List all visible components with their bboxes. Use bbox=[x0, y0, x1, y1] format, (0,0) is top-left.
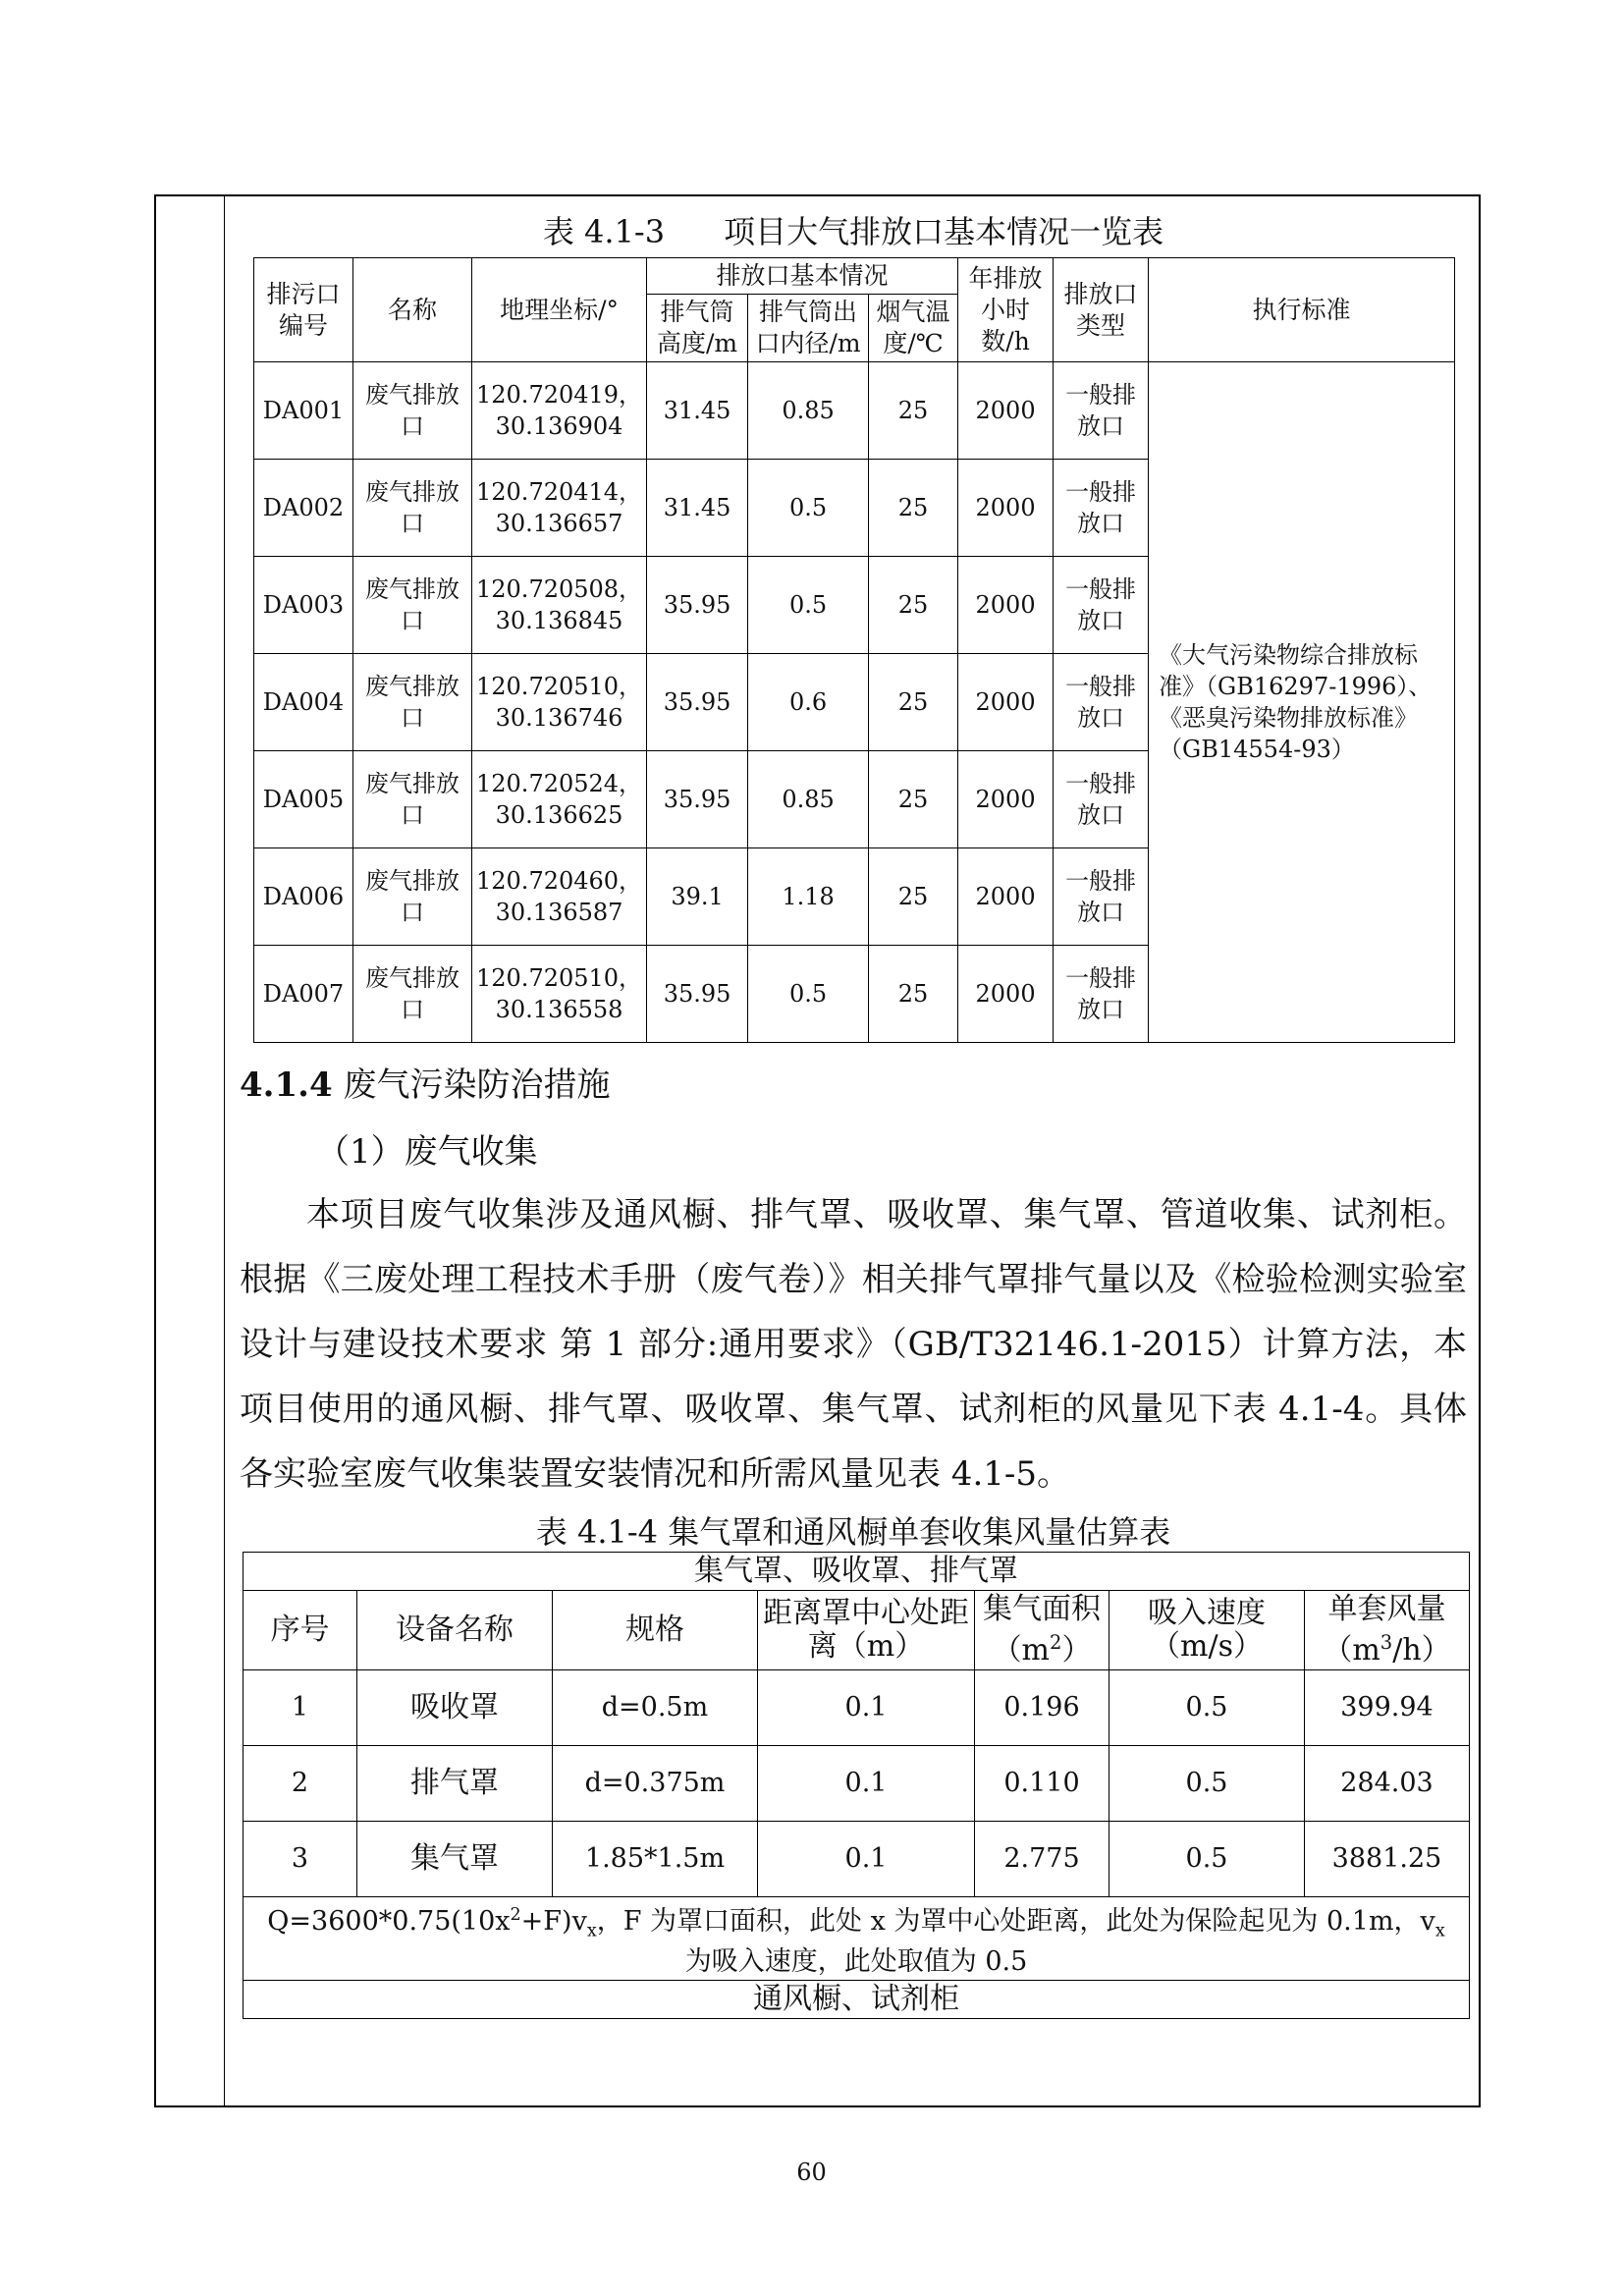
cell-coords: 120.720510，30.136746 bbox=[472, 654, 647, 751]
table-row bbox=[243, 1822, 1470, 1897]
cell-type: 一般排放口 bbox=[1054, 460, 1149, 557]
cell-speed: 0.5 bbox=[1109, 1670, 1305, 1746]
cell-hours: 2000 bbox=[958, 460, 1054, 557]
cell-name: 废气排放口 bbox=[353, 751, 472, 848]
cell-coords: 120.720460，30.136587 bbox=[472, 848, 647, 946]
cell-seq: 2 bbox=[243, 1746, 357, 1822]
cell-distance: 0.1 bbox=[758, 1746, 975, 1822]
cell-area: 0.110 bbox=[975, 1746, 1109, 1822]
cell-area: 2.775 bbox=[975, 1822, 1109, 1897]
group-hoods: 集气罩、吸收罩、排气罩 bbox=[243, 1553, 1470, 1591]
cell-temp: 25 bbox=[869, 751, 958, 848]
header-seq: 序号 bbox=[243, 1591, 357, 1670]
header-hours: 年排放小时数/h bbox=[958, 258, 1054, 362]
cell-flow: 3881.25 bbox=[1305, 1822, 1470, 1897]
table-row bbox=[254, 362, 1455, 460]
cell-temp: 25 bbox=[869, 848, 958, 946]
cell-coords: 120.720508，30.136845 bbox=[472, 557, 647, 654]
cell-hours: 2000 bbox=[958, 654, 1054, 751]
section-heading bbox=[240, 1063, 1467, 1108]
header-name: 名称 bbox=[353, 258, 472, 362]
cell-name: 废气排放口 bbox=[353, 362, 472, 460]
cell-name: 废气排放口 bbox=[353, 946, 472, 1043]
table1-label: 表 4.1-3 bbox=[542, 213, 666, 250]
frame-margin-line bbox=[224, 194, 225, 2107]
cell-diameter: 0.5 bbox=[748, 557, 869, 654]
cell-diameter: 0.85 bbox=[748, 362, 869, 460]
cell-coords: 120.720510，30.136558 bbox=[472, 946, 647, 1043]
page-number: 60 bbox=[796, 2159, 827, 2186]
header-flow: 单套风量$(m^3/h)$ bbox=[1305, 1591, 1470, 1670]
cell-area: 0.196 bbox=[975, 1670, 1109, 1746]
header-type: 排放口类型 bbox=[1054, 258, 1149, 362]
cell-seq: 3 bbox=[243, 1822, 357, 1897]
table-row bbox=[243, 1746, 1470, 1822]
emission-outlet-table bbox=[253, 257, 1455, 1043]
cell-name: 废气排放口 bbox=[353, 557, 472, 654]
header-id: 排污口编号 bbox=[254, 258, 353, 362]
cell-type: 一般排放口 bbox=[1054, 848, 1149, 946]
cell-distance: 0.1 bbox=[758, 1822, 975, 1897]
cell-temp: 25 bbox=[869, 654, 958, 751]
cell-flow: 284.03 bbox=[1305, 1746, 1470, 1822]
cell-seq: 1 bbox=[243, 1670, 357, 1746]
table1-caption: 项目大气排放口基本情况一览表 bbox=[724, 213, 1164, 250]
cell-hours: 2000 bbox=[958, 362, 1054, 460]
cell-device: 吸收罩 bbox=[357, 1670, 553, 1746]
body-paragraph: 本项目废气收集涉及通风橱、排气罩、吸收罩、集气罩、管道收集、试剂柜。根据《三废处理工程技术手册（废气卷）》相关排气罩排气量以及《检验检测实验室设计与建设技术要求 第 1 部分:通用要求》（GB/T32146.1-2015）计算方法，本项目使用的通风橱、排气罩、吸收罩、集气罩、试剂柜的风量见下表 4.1-4。具体各实验室废气收集装置安装情况和所需风量见表 4.1-5。 bbox=[240, 1195, 1467, 1494]
cell-diameter: 0.5 bbox=[748, 460, 869, 557]
airflow-estimate-table bbox=[243, 1552, 1470, 2019]
cell-id: DA005 bbox=[254, 751, 353, 848]
cell-height: 35.95 bbox=[647, 751, 748, 848]
header-spec: 规格 bbox=[553, 1591, 758, 1670]
table2-title: 表 4.1-4 集气罩和通风橱单套收集风量估算表 bbox=[535, 1513, 1171, 1551]
cell-type: 一般排放口 bbox=[1054, 362, 1149, 460]
section-title: 废气污染防治措施 bbox=[343, 1066, 611, 1105]
cell-coords: 120.720524，30.136625 bbox=[472, 751, 647, 848]
cell-temp: 25 bbox=[869, 946, 958, 1043]
cell-device: 集气罩 bbox=[357, 1822, 553, 1897]
cell-id: DA004 bbox=[254, 654, 353, 751]
header-area: 集气面积$(m^2)$ bbox=[975, 1591, 1109, 1670]
header-speed: 吸入速度（m/s） bbox=[1109, 1591, 1305, 1670]
subheading: （1）废气收集 bbox=[316, 1132, 538, 1172]
cell-name: 废气排放口 bbox=[353, 460, 472, 557]
header-device: 设备名称 bbox=[357, 1591, 553, 1670]
cell-diameter: 0.5 bbox=[748, 946, 869, 1043]
cell-height: 35.95 bbox=[647, 946, 748, 1043]
section-number: 4.1.4 bbox=[240, 1066, 333, 1105]
formula-note: $Q=3600*0.75(10x^2+F)v_x$，F 为罩口面积，此处 x 为罩中心处距离，此处为保险起见为 0.1m，$v_x$ 为吸入速度，此处取值为 0.5 bbox=[243, 1897, 1470, 1981]
cell-id: DA001 bbox=[254, 362, 353, 460]
cell-id: DA006 bbox=[254, 848, 353, 946]
header-height: 排气筒高度/m bbox=[647, 295, 748, 362]
cell-height: 35.95 bbox=[647, 654, 748, 751]
cell-type: 一般排放口 bbox=[1054, 946, 1149, 1043]
cell-device: 排气罩 bbox=[357, 1746, 553, 1822]
group-fumehoods: 通风橱、试剂柜 bbox=[243, 1981, 1470, 2019]
cell-name: 废气排放口 bbox=[353, 848, 472, 946]
cell-name: 废气排放口 bbox=[353, 654, 472, 751]
cell-spec: d=0.5m bbox=[553, 1670, 758, 1746]
table1-title bbox=[240, 212, 1467, 251]
header-basic-group: 排放口基本情况 bbox=[647, 258, 958, 295]
cell-hours: 2000 bbox=[958, 751, 1054, 848]
cell-type: 一般排放口 bbox=[1054, 557, 1149, 654]
cell-coords: 120.720414，30.136657 bbox=[472, 460, 647, 557]
cell-hours: 2000 bbox=[958, 557, 1054, 654]
header-temp: 烟气温度/℃ bbox=[869, 295, 958, 362]
header-diameter: 排气筒出口内径/m bbox=[748, 295, 869, 362]
cell-height: 35.95 bbox=[647, 557, 748, 654]
cell-height: 39.1 bbox=[647, 848, 748, 946]
cell-height: 31.45 bbox=[647, 362, 748, 460]
cell-speed: 0.5 bbox=[1109, 1746, 1305, 1822]
cell-spec: 1.85*1.5m bbox=[553, 1822, 758, 1897]
cell-diameter: 1.18 bbox=[748, 848, 869, 946]
cell-speed: 0.5 bbox=[1109, 1822, 1305, 1897]
cell-spec: d=0.375m bbox=[553, 1746, 758, 1822]
cell-temp: 25 bbox=[869, 362, 958, 460]
cell-type: 一般排放口 bbox=[1054, 751, 1149, 848]
cell-height: 31.45 bbox=[647, 460, 748, 557]
cell-standard: 《大气污染物综合排放标准》（GB16297-1996）、《恶臭污染物排放标准》（GB14554-93） bbox=[1149, 362, 1455, 1043]
page-content bbox=[240, 194, 1467, 2019]
cell-type: 一般排放口 bbox=[1054, 654, 1149, 751]
cell-temp: 25 bbox=[869, 557, 958, 654]
cell-flow: 399.94 bbox=[1305, 1670, 1470, 1746]
header-standard: 执行标准 bbox=[1149, 258, 1455, 362]
cell-id: DA007 bbox=[254, 946, 353, 1043]
cell-distance: 0.1 bbox=[758, 1670, 975, 1746]
cell-temp: 25 bbox=[869, 460, 958, 557]
cell-id: DA002 bbox=[254, 460, 353, 557]
cell-id: DA003 bbox=[254, 557, 353, 654]
table-row bbox=[243, 1670, 1470, 1746]
header-distance: 距离罩中心处距离（m） bbox=[758, 1591, 975, 1670]
cell-coords: 120.720419，30.136904 bbox=[472, 362, 647, 460]
header-coords: 地理坐标/° bbox=[472, 258, 647, 362]
cell-diameter: 0.6 bbox=[748, 654, 869, 751]
cell-hours: 2000 bbox=[958, 946, 1054, 1043]
cell-diameter: 0.85 bbox=[748, 751, 869, 848]
cell-hours: 2000 bbox=[958, 848, 1054, 946]
